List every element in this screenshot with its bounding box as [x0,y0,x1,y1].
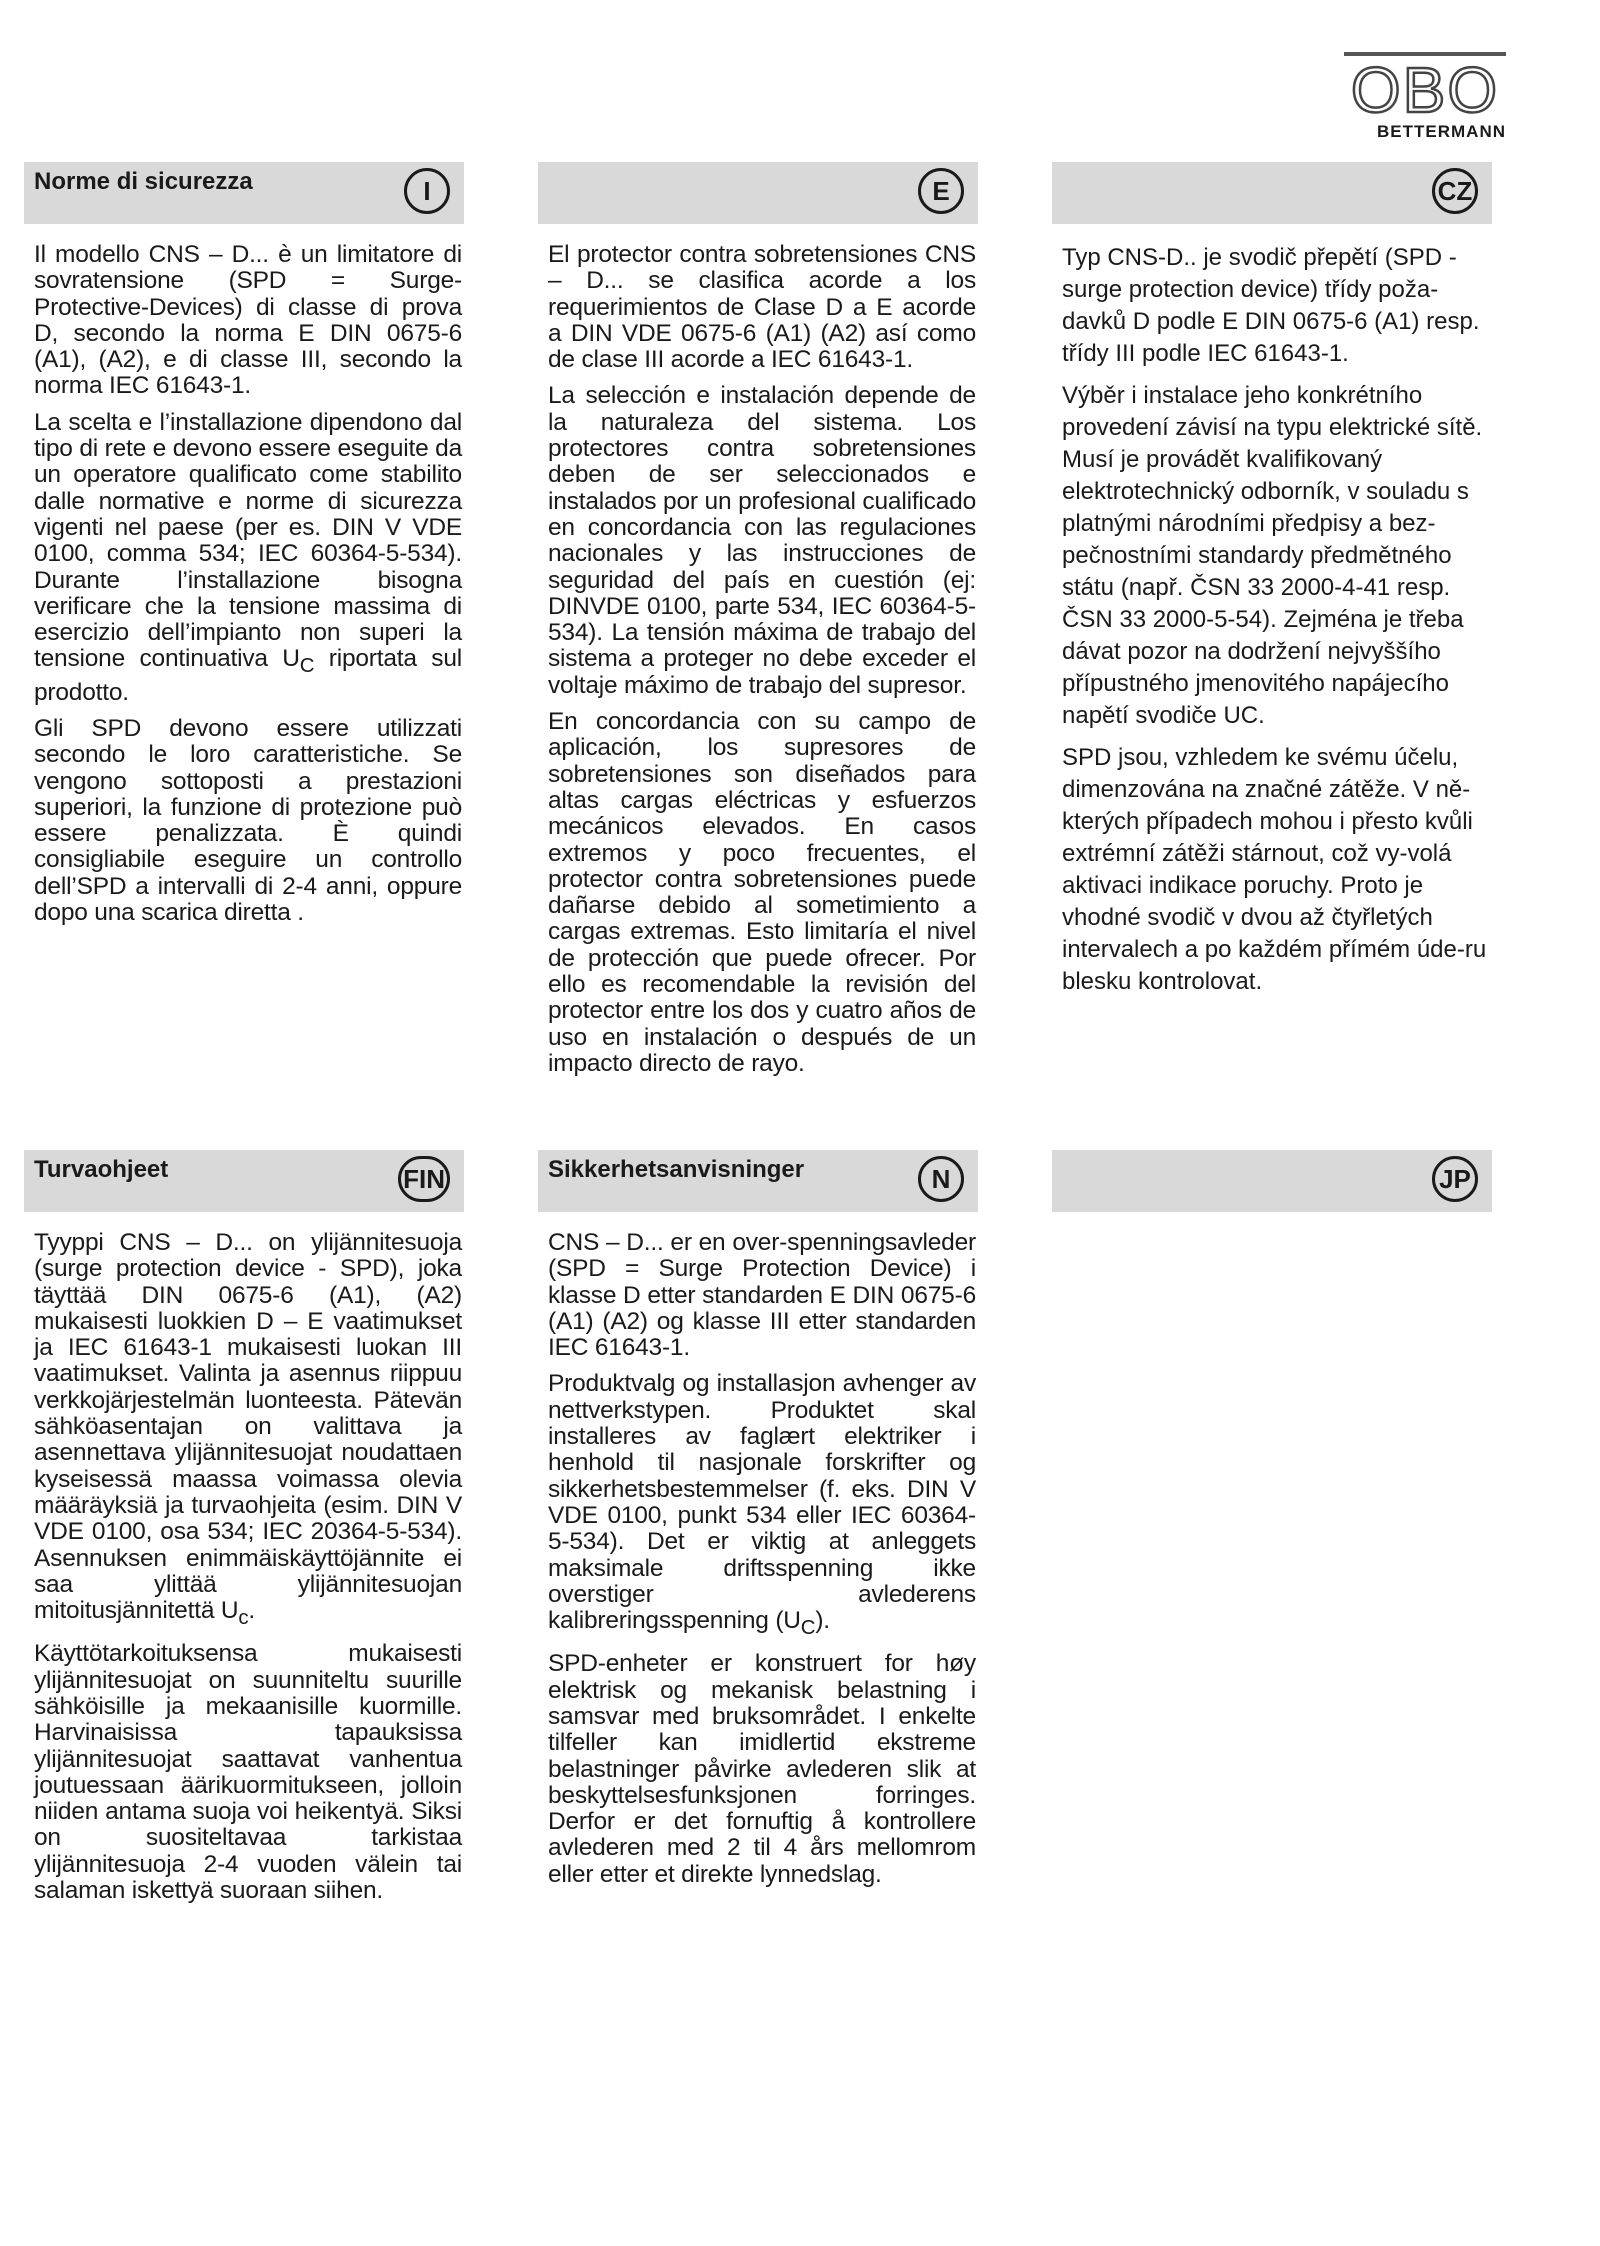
section-header [538,162,978,224]
section-body [34,242,462,942]
paragraph: CNS – D... er en over-spenningsavleder (SPD = Surge Protection Device) i klasse D etter standarden E DIN 0675-6 (A1) (A2) og klasse III etter standarden IEC 61643-1. [548,1229,976,1362]
section-finnish [24,1150,464,2050]
paragraph: SPD jsou, vzhledem ke svému účelu, dimenzována na značné zátěže. V ně-kterých případech mohou i přesto kvůli extrémní zátěži stárnout, což vy-volá aktivaci indikace poruchy. Proto je vhodné svodič v dvou až čtyřletých intervalech a po každém přímém úde-ru blesku kontrolovat. [1062,744,1487,995]
section-italian [24,162,464,962]
paragraph: Käyttötarkoituksensa mukaisesti ylijännitesuojat on suunniteltu suurille sähköisille ja mekaanisille kuormille. Harvinaisissa tapauksissa ylijännitesuojat saattavat vanhentua joutuessaan äärikuormitukseen, jolloin niiden antama suoja voi heikentyä. Siksi on suositeltavaa tarkistaa ylijännitesuoja 2-4 vuoden välein tai salaman iskettyä suoraan siihen. [34,1640,462,1905]
section-japanese [1052,1150,1492,1230]
section-spanish [538,162,978,1142]
section-czech [1052,162,1492,995]
paragraph: Výběr i instalace jeho konkrétního provedení závisí na typu elektrické sítě. Musí je provádět kvalifikovaný elektrotechnický odborník, v souladu s platnými národními předpisy a bez-pečnostními standardy předmětného státu (např. ČSN 33 2000-4-41 resp. ČSN 33 2000-5-54). Zejména je třeba dávat pozor na dodržení nejvyššího přípustného jmenovitého napájecího napětí svodiče UC. [1062,382,1483,729]
section-header [24,162,464,224]
paragraph: Il modello CNS – D... è un limitatore di sovratensione (SPD = Surge-Protective-Devices) di classe di prova D, secondo la norma E DIN 0675-6 (A1), (A2), e di classe III, secondo la norma IEC 61643-1. [34,241,462,400]
paragraph: La selección e instalación depende de la naturaleza del sistema. Los protectores contra sobretensiones deben de ser seleccionados e instalados por un profesional cualificado en concordancia con las regulaciones nacionales y las instrucciones de seguridad del país en cuestión (ej: DINVDE 0100, parte 534, IEC 60364-5-534). La tensión máxima de trabajo del sistema a proteger no debe exceder el voltaje máximo de trabajo del supresor. [548,382,976,699]
obo-logo [1344,52,1506,144]
paragraph: Typ CNS-D.. je svodič přepětí (SPD - surge protection device) třídy poža-davků D podle E DIN 0675-6 (A1) resp. třídy III podle IEC 61643-1. [1062,244,1480,367]
paragraph: El protector contra sobretensiones CNS – D... se clasifica acorde a los requerimientos de Clase D a E acorde a DIN VDE 0675-6 (A1) (A2) así como de clase III acorde a IEC 61643-1. [548,241,976,374]
language-badge: FIN [398,1156,450,1202]
section-body [34,1230,462,2050]
section-title: Sikkerhetsanvisninger [548,1156,805,1183]
section-body [1062,242,1490,995]
language-badge: E [918,168,964,214]
section-norwegian [538,1150,978,2050]
section-header [1052,162,1492,224]
paragraph: En concordancia con su campo de aplicación, los supresores de sobretensiones son diseñados para altas cargas eléctricas y esfuerzos mecánicos elevados. En casos extremos y poco frecuentes, el protector contra sobretensiones puede dañarse debido al sometimiento a cargas extremas. Esto limitaría el nivel de protección que puede ofrecer. Por ello es recomendable la revisión del protector entre los dos y cuatro años de uso en instalación o después de un impacto directo de rayo. [548,708,976,1077]
language-badge: I [404,168,450,214]
logo-subtext: BETTERMANN [1377,122,1506,141]
section-header [538,1150,978,1212]
language-badge: N [918,1156,964,1202]
paragraph: SPD-enheter er konstruert for høy elektrisk og mekanisk belastning i samsvar med bruksområdet. I enkelte tilfeller kan imidlertid ekstreme belastninger påvirke avlederen slik at beskyttelsesfunksjonen forringes. Derfor er det fornuftig å kontrollere avlederen med 2 til 4 års mellomrom eller etter et direkte lynnedslag. [548,1650,976,1888]
paragraph: Gli SPD devono essere utilizzati secondo le loro caratteristiche. Se vengono sottoposti a prestazioni superiori, la funzione di protezione può essere penalizzata. È quindi consigliabile eseguire un controllo dell’SPD a intervalli di 2-4 anni, oppure dopo una scarica diretta . [34,714,462,927]
section-header [1052,1150,1492,1212]
section-title: Norme di sicurezza [34,168,253,195]
section-title: Turvaohjeet [34,1156,169,1183]
logo-text: OBO [1350,54,1500,126]
paragraph: Produktvalg og installasjon avhenger av nettverkstypen. Produktet skal installeres av faglært elektriker i henhold til nasjonale forskrifter og sikkerhetsbestemmelser (f. eks. DIN V VDE 0100, punkt 534 eller IEC 60364-5-534). Det er viktig at anleggets maksimale driftsspenning ikke overstiger avlederens kalibreringsspenning $(U_C)$. [548,1370,976,1640]
language-badge: CZ [1432,168,1478,214]
obo-logo-mark [1344,52,1506,126]
section-header [24,1150,464,1212]
section-body [548,1230,976,2050]
language-badge: JP [1432,1156,1478,1202]
paragraph: Tyyppi CNS – D... on ylijännitesuoja (surge protection device - SPD), joka täyttää DIN 0675-6 (A1), (A2) mukaisesti luokkien D – E vaatimukset ja IEC 61643-1 mukaisesti luokan III vaatimukset. Valinta ja asennus riippuu verkkojärjestelmän luonteesta. Pätevän sähköasentajan on valittava ja asennettava ylijännitesuojat noudattaen kyseisessä maassa voimassa olevia määräyksiä ja turvaohjeita (esim. DIN V VDE 0100, osa 534; IEC 20364-5-534). Asennuksen enimmäiskäyttöjännite ei saa ylittää ylijännitesuojan mitoitusjännitettä $U_c$. [34,1229,462,1630]
section-body [548,242,976,1142]
paragraph: La scelta e l’installazione dipendono dal tipo di rete e devono essere eseguite da un operatore qualificato come stabilito dalle normative e norme di sicurezza vigenti nel paese (per es. DIN V VDE 0100, comma 534; IEC 60364-5-534). Durante l’installazione bisogna verificare che la tensione massima di esercizio dell’impianto non superi la tensione continuativa $U_C$ riportata sul prodotto. [34,408,462,706]
